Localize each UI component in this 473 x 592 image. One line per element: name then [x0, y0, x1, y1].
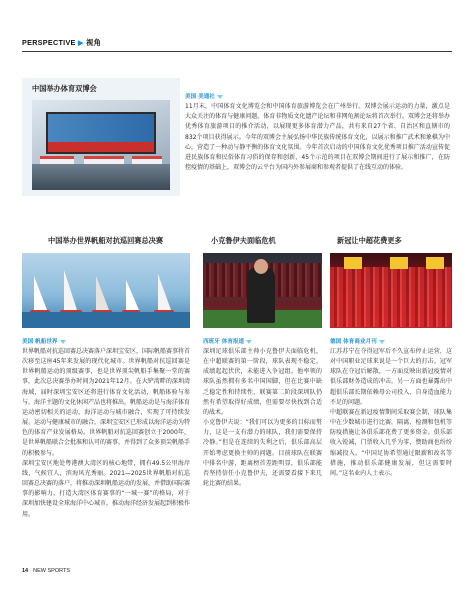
cruyff-article [203, 337, 322, 489]
csl-paragraph-2: 中超联赛在新冠疫情期间采取赛会制，球队集中在少数城市进行比赛，隔离、检测和包机等防疫措施让各俱乐部花费了更多资金。俱乐部收入锐减，门票收入几乎为零，赞助商也纷纷缩减投入。“中国足协希望通过限薪和改名等措施，推动俱乐部健康发展，但这需要时间。”这名业内人士表示。 [330, 408, 452, 477]
section-separator-icon: ▶ [77, 38, 84, 47]
byline-marker-icon [246, 340, 252, 344]
feature-body: 11月末，中国体育文化博览会和中国体育旅游博览会在广州举行。双博会展示运动的力量，激点是大众关注的体育与健康问题。体育非物质文化遗产论坛和非网龟割论坛将首次举行。双博会还将举办优秀体育旅游项目的推介活动，以展现更多体育潜力产品，共有来自27个省、自治区和直辖市的832个项目获得展示。今年的双博会主展弘扬中华民族传统体育文化，以展示和推广武术和象棋为中心，营造了一种动与静平衡的体育文化氛围。今年首次启动的中国体育文化优秀项目推广活动宣传促进民族体育和民俗体育习俗的保存和创新，45个示范的项目在双博会期间进行了展示和推广，在防控疫情的基础上，双博会的云平台为国内外参展商和参观者提供了在线互动的体验。 [185, 103, 450, 172]
feature-article [185, 92, 450, 173]
cruyff-paragraph-2: 小克鲁伊夫说：“我们可以为更多的目标而努力，这是一支有潜力的球队，我们需要保持冷静。”但是在连续的失利之后，俱乐部高层开始考虑更换主帅的问题。目前球队在联赛中排名中游，距离榜首差距明显，俱乐部能否坚持信任小克鲁伊夫，还需要看接下来几轮比赛的结果。 [203, 419, 322, 488]
sailing-paragraph-2: 深圳宝安区地处粤港澳大湾区的核心地带，拥有49.5公里海岸线，气候宜人，滨海风光秀丽。2021—2025世界帆船对抗巡回赛总决赛的落户，将推动深圳帆船运动的发展，并借助国际赛事的影响力，打造大湾区体育赛事的“一城一赛”的格局，对于深圳加快建设全球海洋中心城市，推动海洋经济发展起到积极作用。 [22, 459, 191, 518]
sailing-byline: 美国 帆船世界 [22, 337, 190, 347]
cruyff-title: 小克鲁伊夫面临危机 [211, 236, 276, 245]
sailing-article [22, 337, 190, 520]
magazine-name: NEW SPORTS [33, 568, 71, 574]
sailing-photo [22, 253, 190, 328]
page-footer [22, 568, 70, 574]
feature-photo-box [22, 78, 180, 196]
sailing-title: 中国举办世界帆船对抗巡回赛总决赛 [48, 236, 164, 245]
page-header [22, 38, 452, 54]
byline-marker-icon [379, 340, 385, 344]
page-number: 14 [22, 568, 29, 574]
byline-marker-icon [60, 340, 66, 344]
feature-title: 中国举办体育双博会 [32, 84, 97, 93]
coach-photo [203, 253, 322, 328]
cruyff-byline: 西班牙 体育报道 [203, 337, 322, 347]
section-name-cn: 视角 [86, 38, 102, 47]
csl-article [330, 337, 452, 479]
sailing-paragraph-1: 世界帆船对抗巡回赛总决赛落户深圳宝安区，国际帆船赛事将首次移至这座45年来发展的现代化城市。世界帆船对抗巡回赛是世界帆船运动的顶级赛事，也是世界顶尖帆船手集聚一堂的赛事，此次总决赛举办时间为2021年12月。在大铲湾畔的深圳湾海域，届时深圳宝安区还将进行体育文化活动，帆船体验与参与，海洋主题的文化休闲产品也将推出，帆船运动是与海洋体育运动密切相关的运动，海洋运动与城市融合，实现了可持续发展、运动与健康城市的融合，深圳宝安区已形成以海洋运动为特色的体育产业发展格局。世界帆船对抗巡回赛创立于2000年，是世界帆船联合会批准和认可的赛事，并得到了众多顶尖帆船手的积极参与。 [22, 348, 191, 457]
fans-photo [330, 253, 452, 328]
csl-byline: 德国 体育商业月刊 [330, 337, 452, 347]
cruyff-paragraph-1: 深圳足球俱乐部主帅小克鲁伊夫面临危机，在中超联赛的第一阶段，球队表现不稳定，成绩起起伏伏，未能进入争冠组。他率领的球队虽然拥有多名中国国脚，但在比赛中缺乏稳定性和持续性，联赛第二阶段深圳队仍然有希望取得好成绩，但需要尽快找到合适的战术。 [203, 348, 322, 416]
header-divider [22, 51, 452, 52]
section-heading [22, 38, 101, 48]
section-name: PERSPECTIVE [22, 38, 76, 47]
csl-paragraph-1: 江苏苏宁在夺得冠军后不久宣布停止运营，这对中国职业足球来说是一个巨大的打击。冠军球队在夺冠后解散，一方面反映出新冠疫情对俱乐部财务造成的冲击，另一方面也暴露出中超俱乐部长期依赖母公司投入、自身造血能力不足的问题。 [330, 348, 452, 406]
expo-hall-photo [32, 100, 170, 190]
csl-title: 新冠让中超花费更多 [337, 236, 402, 245]
feature-byline: 美国 美通社 [185, 92, 450, 102]
byline-marker-icon [217, 95, 223, 99]
